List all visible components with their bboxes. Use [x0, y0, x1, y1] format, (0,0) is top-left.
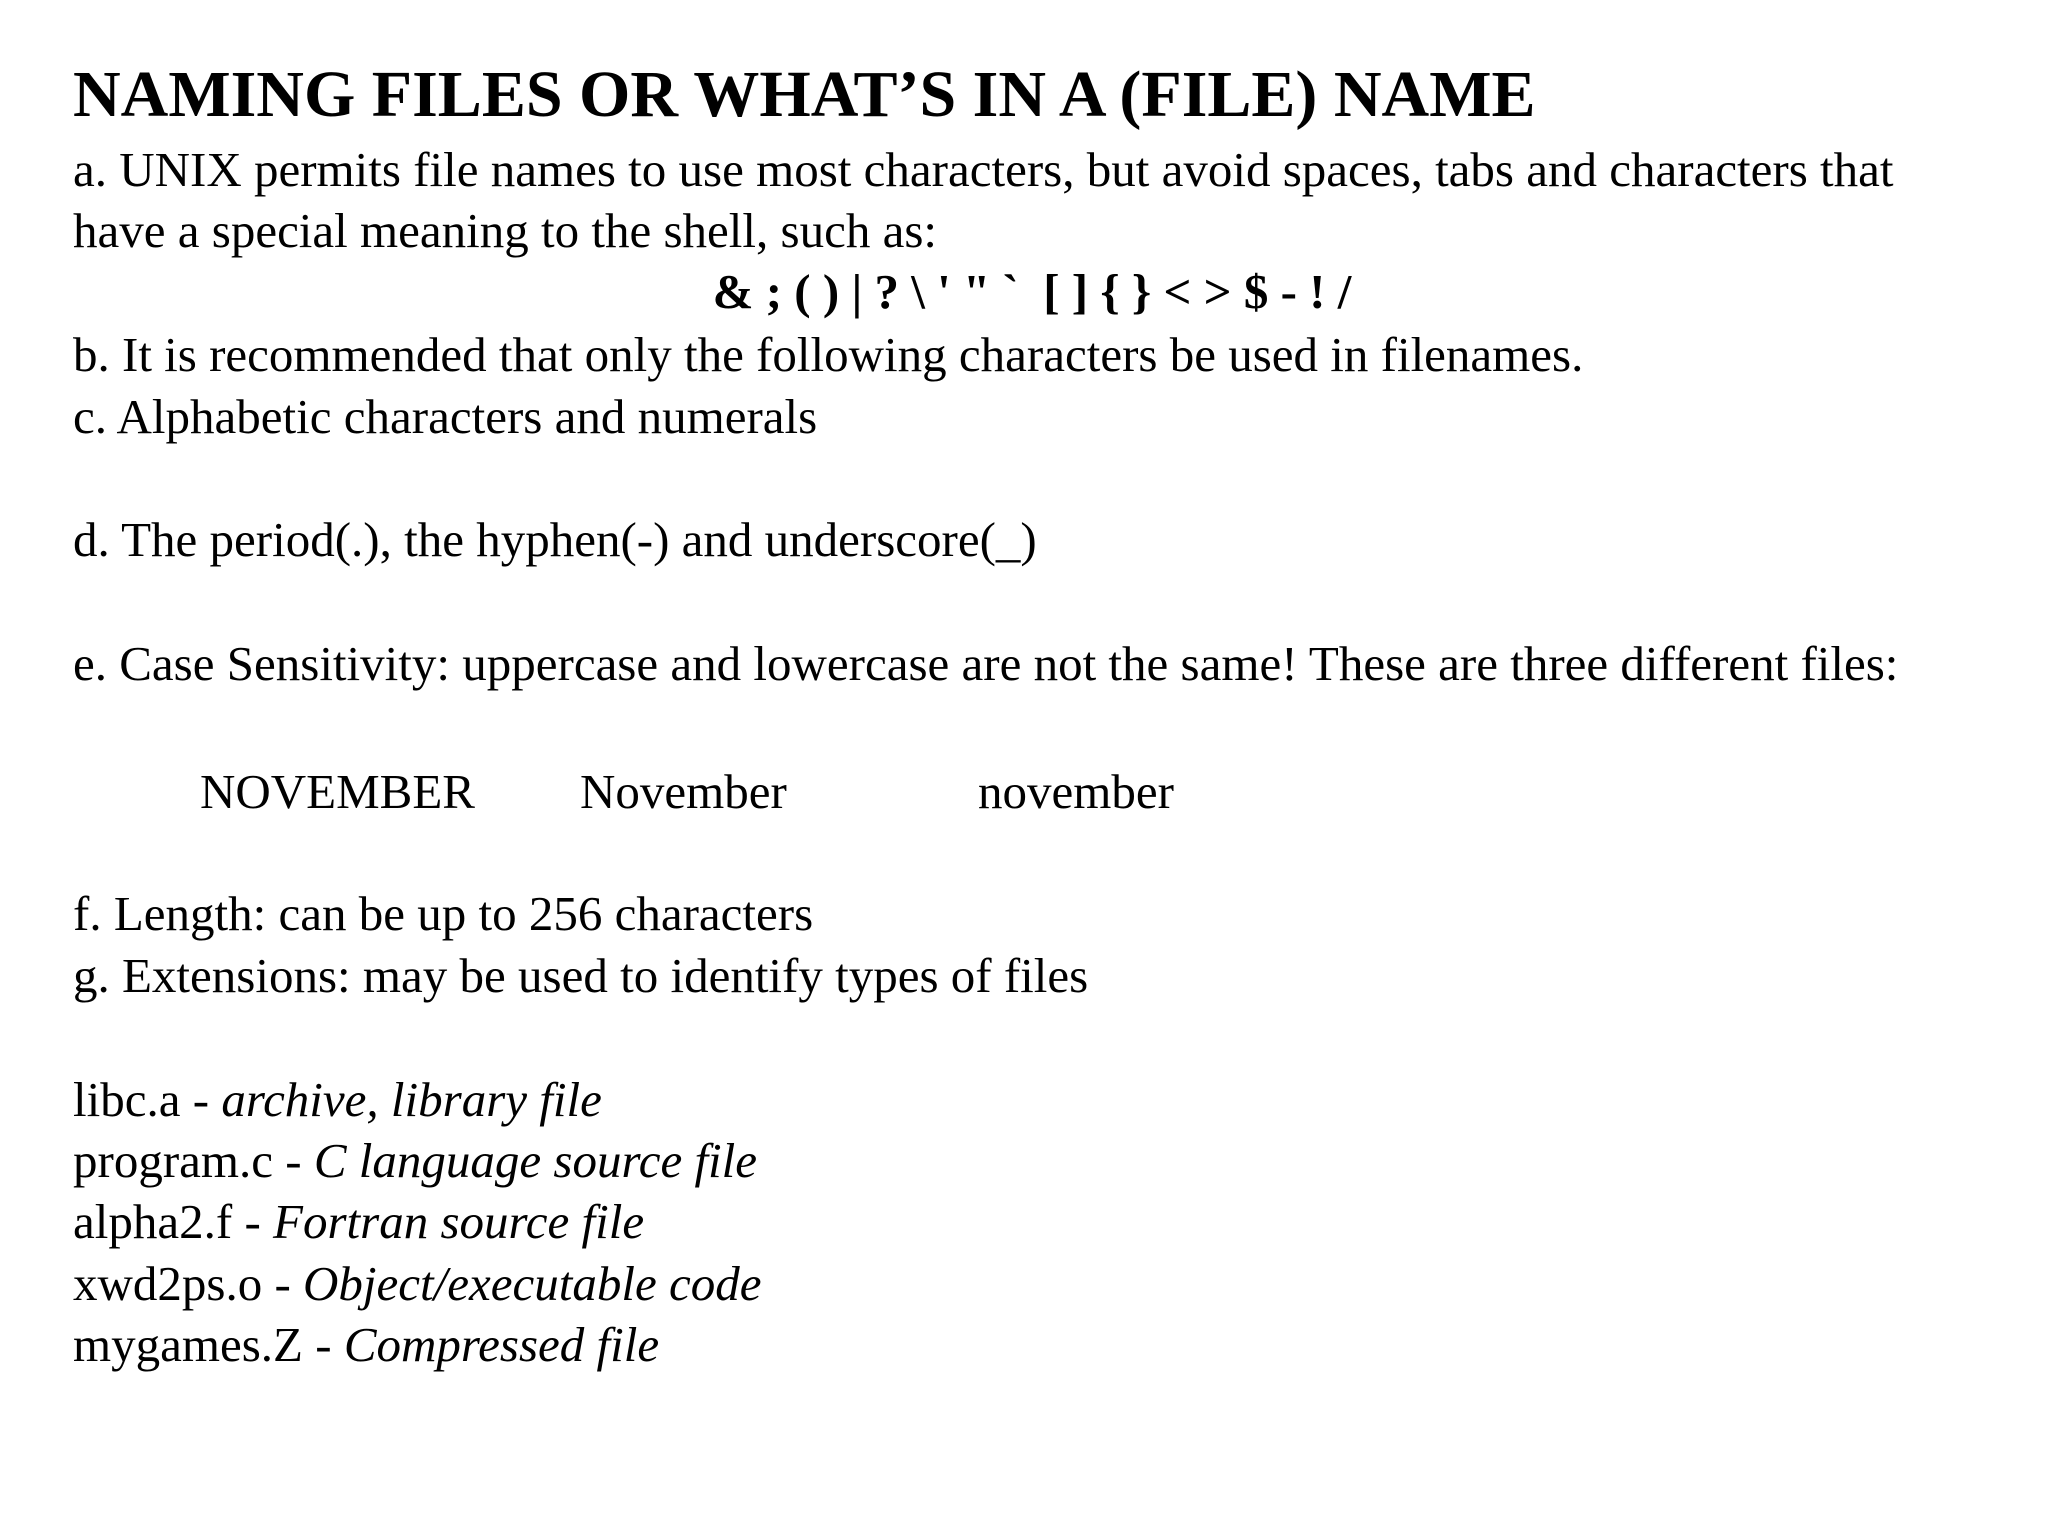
special-characters: & ; ( ) | ? \ ' " ` [ ] { } < > $ - ! / — [712, 264, 1352, 319]
item-b: b. It is recommended that only the following characters be used in filenames. — [73, 327, 1584, 382]
extension-description: Object/executable code — [303, 1256, 762, 1311]
extension-item — [73, 1254, 762, 1314]
extension-description: C language source file — [313, 1133, 758, 1188]
item-g: g. Extensions: may be used to identify types of files — [73, 948, 1089, 1003]
item-a-line-1: a. UNIX permits file names to use most characters, but avoid spaces, tabs and characters that — [73, 142, 1894, 197]
extension-filename: xwd2ps.o — [73, 1256, 263, 1311]
extension-description: Compressed file — [343, 1317, 660, 1372]
item-e: e. Case Sensitivity: uppercase and lowercase are not the same! These are three different files: — [73, 636, 1899, 691]
item-d: d. The period(.), the hyphen(-) and underscore(_) — [73, 512, 1037, 567]
extension-separator: - — [232, 1194, 274, 1249]
extension-separator: - — [180, 1072, 222, 1127]
slide-title: NAMING FILES OR WHAT’S IN A (FILE) NAME — [73, 58, 1536, 131]
extension-item — [73, 1131, 757, 1191]
extension-description: archive, library file — [221, 1072, 602, 1127]
extension-description: Fortran source file — [273, 1194, 645, 1249]
extension-filename: mygames.Z — [73, 1317, 303, 1372]
extension-filename: libc.a — [73, 1072, 181, 1127]
extension-separator: - — [273, 1133, 314, 1188]
extension-item — [73, 1315, 659, 1375]
extension-item — [73, 1070, 602, 1130]
extension-separator: - — [262, 1256, 304, 1311]
item-a-line-2: have a special meaning to the shell, such as: — [73, 203, 938, 258]
case-example-uppercase: NOVEMBER — [200, 764, 475, 819]
item-f: f. Length: can be up to 256 characters — [73, 886, 814, 941]
extension-filename: program.c — [73, 1133, 273, 1188]
extension-item — [73, 1192, 644, 1252]
item-c: c. Alphabetic characters and numerals — [73, 389, 818, 444]
extension-separator: - — [302, 1317, 344, 1372]
case-example-lowercase: november — [978, 764, 1174, 819]
case-example-capitalized: November — [580, 764, 787, 819]
extension-filename: alpha2.f — [73, 1194, 233, 1249]
